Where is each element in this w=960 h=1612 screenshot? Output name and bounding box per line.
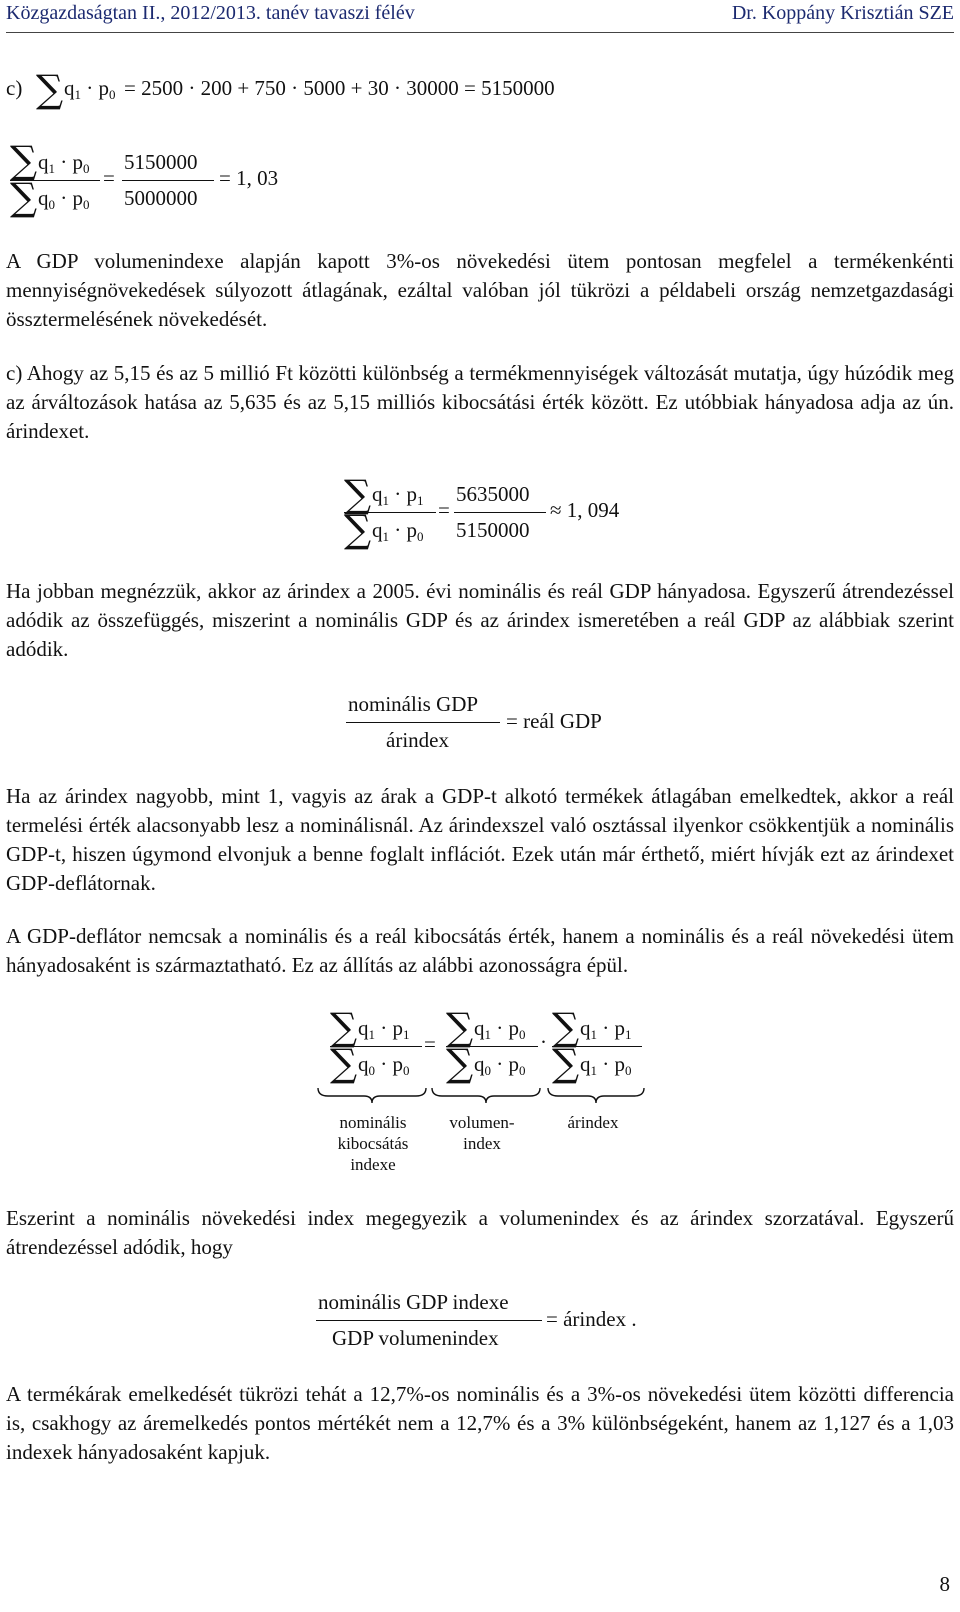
eq6-den: GDP volumenindex (332, 1326, 499, 1350)
paragraph-deflator: Ha az árindex nagyobb, mint 1, vagyis az árak a GDP-t alkotó termékek átlagában emelkedtek, akkor a reál termelési érték alacsonyabb lesz a nominálisnál. Az árindexszel való osztással ilyenkor csökkentjük a nominális GDP-t, hiszen úgymond elvonjuk a benne foglalt inflációt. Ezek után már érthető, miért hívják ezt az árindexet GDP-deflátornak. (6, 784, 954, 895)
term-q0p0: q0 · p0 (474, 1052, 526, 1078)
label-volume-index (432, 1112, 532, 1154)
eq2-den: 5000000 (124, 186, 198, 210)
term-q1p1: q1 · p1 (580, 1016, 632, 1042)
sigma-symbol: ∑ (330, 1005, 358, 1049)
header-course: Közgazdaságtan II., 2012/2013. tanév tavaszi félév (6, 2, 415, 24)
eq4-result: = reál GDP (506, 709, 602, 733)
eq2-num: 5150000 (124, 150, 198, 174)
eq6-result: = árindex . (546, 1307, 637, 1331)
sigma-symbol: ∑ (10, 138, 38, 182)
dot-operator: · (540, 1030, 547, 1054)
sigma-symbol: ∑ (552, 1005, 580, 1049)
label-line: volumen- (449, 1113, 515, 1132)
underbrace-1 (316, 1086, 428, 1104)
label-line: indexe (350, 1155, 396, 1174)
page-number: 8 (939, 1572, 950, 1596)
sigma-symbol: ∑ (446, 1005, 474, 1049)
paragraph-conclusion: A termékárak emelkedését tükrözi tehát a 12,7%-os nominális és a 3%-os növekedési ütem közötti differencia is, csakhogy az áremelkedés pontos mértékét nem a 12,7% és a 3% különbségeként, hanem az 1,127 és a 1,03 indexek hányadosaként kapjuk. (6, 1382, 954, 1464)
sigma-symbol: ∑ (552, 1041, 580, 1085)
underbrace-3 (546, 1086, 646, 1104)
fraction-bar (122, 180, 214, 181)
eq3-num: 5635000 (456, 482, 530, 506)
eq4-num: nominális GDP (348, 692, 479, 716)
underbrace-2 (430, 1086, 542, 1104)
label-line: kibocsátás (337, 1134, 409, 1153)
term-q1p1-num: q1 · p0 (38, 150, 90, 176)
term-q1p1: q1 · p1 (358, 1016, 410, 1042)
fraction-bar (316, 1320, 542, 1321)
term-q1p1: q1 · p1 (372, 482, 424, 508)
paragraph-deflator-growth: A GDP-deflátor nemcsak a nominális és a reál kibocsátás érték, hanem a nominális és a reál növekedési ütem hányadosaként is származtatható. Ez az állítás az alábbi azonosságra épül. (6, 924, 954, 977)
equals-sign: = (103, 166, 115, 190)
paragraph-price-index: c) Ahogy az 5,15 és az 5 millió Ft közötti különbség a termékmennyiségek változását mutatja, úgy húzódik meg az árváltozások hatása az 5,635 és az 5,15 milliós kibocsátási érték között. Ez utóbbiak hányadosa adja az ún. árindexet. (6, 361, 954, 443)
paragraph-product: Eszerint a nominális növekedési index megegyezik a volumenindex és az árindex szorzatával. Egyszerű átrendezéssel adódik, hogy (6, 1206, 954, 1259)
sigma-symbol: ∑ (446, 1041, 474, 1085)
term-q0p0: q0 · p0 (358, 1052, 410, 1078)
eq1-label: c) (6, 76, 23, 100)
equals-sign: = (424, 1032, 436, 1056)
header-author: Dr. Koppány Krisztián SZE (731, 2, 954, 24)
label-price-index (548, 1112, 638, 1133)
term-q0p0-den: q0 · p0 (38, 186, 90, 212)
eq3-result: ≈ 1, 094 (550, 498, 620, 522)
term-q1p0: q1 · p0 (580, 1052, 632, 1078)
sigma-symbol: ∑ (10, 175, 38, 219)
term-q1p0: q1 · p0 (372, 518, 424, 544)
paragraph-nominal-real: Ha jobban megnézzük, akkor az árindex a 2005. évi nominális és reál GDP hányadosa. Egyszerű átrendezéssel adódik az összefüggés, miszerint a nominális GDP és az árindex ismeretében a reál GDP az alábbiak szerint adódik. (6, 579, 954, 661)
eq1-rhs: = 2500 · 200 + 750 · 5000 + 30 · 30000 = 5150000 (124, 76, 555, 100)
eq3-den: 5150000 (456, 518, 530, 542)
page-header (6, 0, 954, 33)
term-q1p0: q1 · p0 (474, 1016, 526, 1042)
fraction-bar (346, 722, 500, 723)
term-q1p0: q1 · p0 (64, 76, 116, 102)
eq4-den: árindex (386, 728, 449, 752)
label-line: index (463, 1134, 501, 1153)
label-line: nominális (339, 1113, 407, 1132)
label-nominal-output-index (318, 1112, 428, 1175)
paragraph-volume-index: A GDP volumenindexe alapján kapott 3%-os növekedési ütem pontosan megfelel a termékenkénti mennyiségnövekedések súlyozott átlagának, ezáltal valóban jól tükrözi a példabeli ország nemzetgazdasági össztermelésének növekedését. (6, 249, 954, 331)
eq2-result: = 1, 03 (219, 166, 279, 190)
equals-sign: = (438, 498, 450, 522)
fraction-bar (454, 512, 546, 513)
eq6-num: nominális GDP indexe (318, 1290, 509, 1314)
label-line: árindex (567, 1113, 619, 1132)
sigma-symbol: ∑ (344, 472, 372, 516)
sigma-symbol: ∑ (330, 1041, 358, 1085)
sigma-symbol: ∑ (36, 67, 64, 111)
sigma-symbol: ∑ (344, 507, 372, 551)
